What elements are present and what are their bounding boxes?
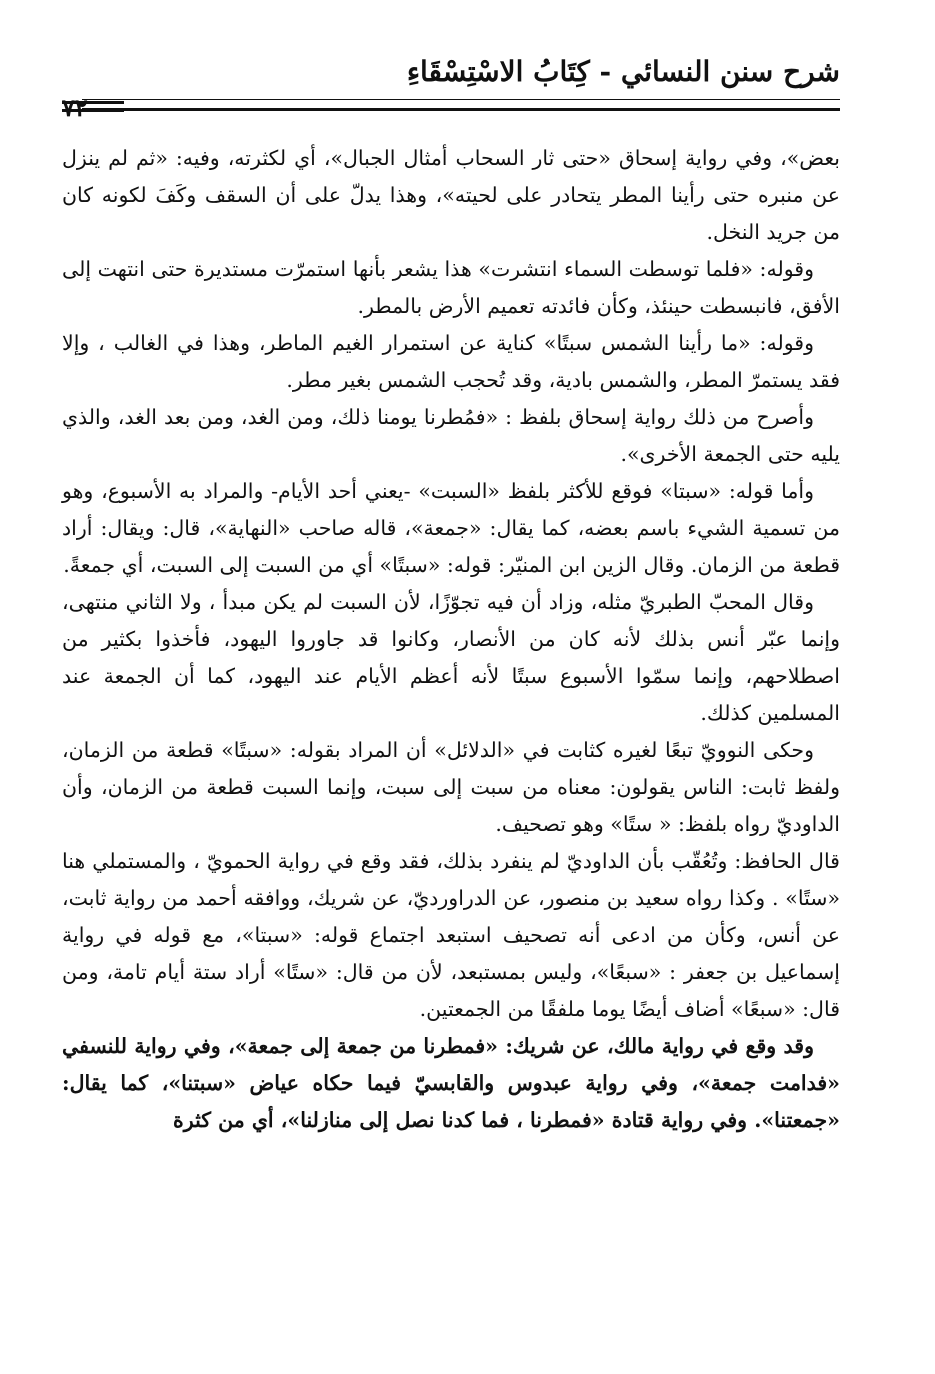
paragraph: وقد وقع في رواية مالك، عن شريك: «فمطرنا من جمعة إلى جمعة»، وفي رواية للنسفي «فدامت جمعة»، وفي رواية عبدوس والقابسيّ فيما حكاه عياض «سبتنا»، كما يقال: «جمعتنا». وفي رواية قتادة «فمطرنا ، فما كدنا نصل إلى منازلنا»، أي من كثرة — [62, 1034, 840, 1132]
paragraph: وقوله: «فلما توسطت السماء انتشرت» هذا يشعر بأنها استمرّت مستديرة حتى انتهت إلى الأفق، فانبسطت حينئذ، وكأن فائدته تعميم الأرض بالمطر. — [62, 257, 840, 318]
running-title: شرح سنن النسائي - كِتَابُ الاسْتِسْقَاءِ — [406, 55, 840, 88]
paragraph: وأما قوله: «سبتا» فوقع للأكثر بلفظ «السبت» -يعني أحد الأيام- والمراد به الأسبوع، وهو من تسمية الشيء باسم بعضه، كما يقال: «جمعة»، قاله صاحب «النهاية»، قال: ويقال: أراد قطعة من الزمان. وقال الزين ابن المنيّر: قوله: «سبتًا» أي من السبت إلى السبت، أي جمعةً. — [62, 479, 840, 577]
paragraph: وقوله: «ما رأينا الشمس سبتًا» كناية عن استمرار الغيم الماطر، وهذا في الغالب ، وإلا فقد يستمرّ المطر، والشمس بادية، وقد تُحجب الشمس بغير مطر. — [62, 331, 840, 392]
page-header — [62, 52, 840, 122]
page-number-rule-top — [62, 101, 124, 104]
page-number: ٧٢ — [62, 93, 88, 122]
page-body — [62, 140, 840, 1139]
header-rule-thick — [82, 108, 840, 111]
paragraph: بعض»، وفي رواية إسحاق «حتى ثار السحاب أمثال الجبال»، أي لكثرته، وفيه: «ثم لم ينزل عن منبره حتى رأينا المطر يتحادر على لحيته»، وهذا يدلّ على أن السقف وكَفَ لكونه كان من جريد النخل. — [62, 146, 840, 244]
paragraph: وحكى النوويّ تبعًا لغيره كثابت في «الدلائل» أن المراد بقوله: «سبتًا» قطعة من الزمان، ولفظ ثابت: الناس يقولون: معناه من سبت إلى سبت، وإنما السبت قطعة من الزمان، وأن الداوديّ رواه بلفظ: « ستًا» وهو تصحيف. — [62, 738, 840, 836]
header-rule-thin — [82, 99, 840, 100]
paragraph: وأصرح من ذلك رواية إسحاق بلفظ : «فمُطرنا يومنا ذلك، ومن الغد، ومن بعد الغد، والذي يليه حتى الجمعة الأخرى». — [62, 405, 840, 466]
page-number-rule-bottom — [62, 109, 124, 112]
paragraph: قال الحافظ: وتُعُقّب بأن الداوديّ لم ينفرد بذلك، فقد وقع في رواية الحمويّ ، والمستملي هنا «ستًا» . وكذا رواه سعيد بن منصور، عن الدراورديّ، عن شريك، ووافقه أحمد من رواية ثابت، عن أنس، وكأن من ادعى أنه تصحيف استبعد اجتماع قوله: «سبتا»، مع قوله في رواية إسماعيل بن جعفر : «سبعًا»، وليس بمستبعد، لأن من قال: «ستًا» أراد ستة أيام تامة، ومن قال: «سبعًا» أضاف أيضًا يوما ملفقًا من الجمعتين. — [62, 849, 840, 1021]
paragraph: وقال المحبّ الطبريّ مثله، وزاد أن فيه تجوّزًا، لأن السبت لم يكن مبدأ ، ولا الثاني منتهى، وإنما عبّر أنس بذلك لأنه كان من الأنصار، وكانوا قد جاوروا اليهود، فأخذوا بكثير من اصطلاحهم، وإنما سمّوا الأسبوع سبتًا لأنه أعظم الأيام عند اليهود، كما أن الجمعة عند المسلمين كذلك. — [62, 590, 840, 725]
